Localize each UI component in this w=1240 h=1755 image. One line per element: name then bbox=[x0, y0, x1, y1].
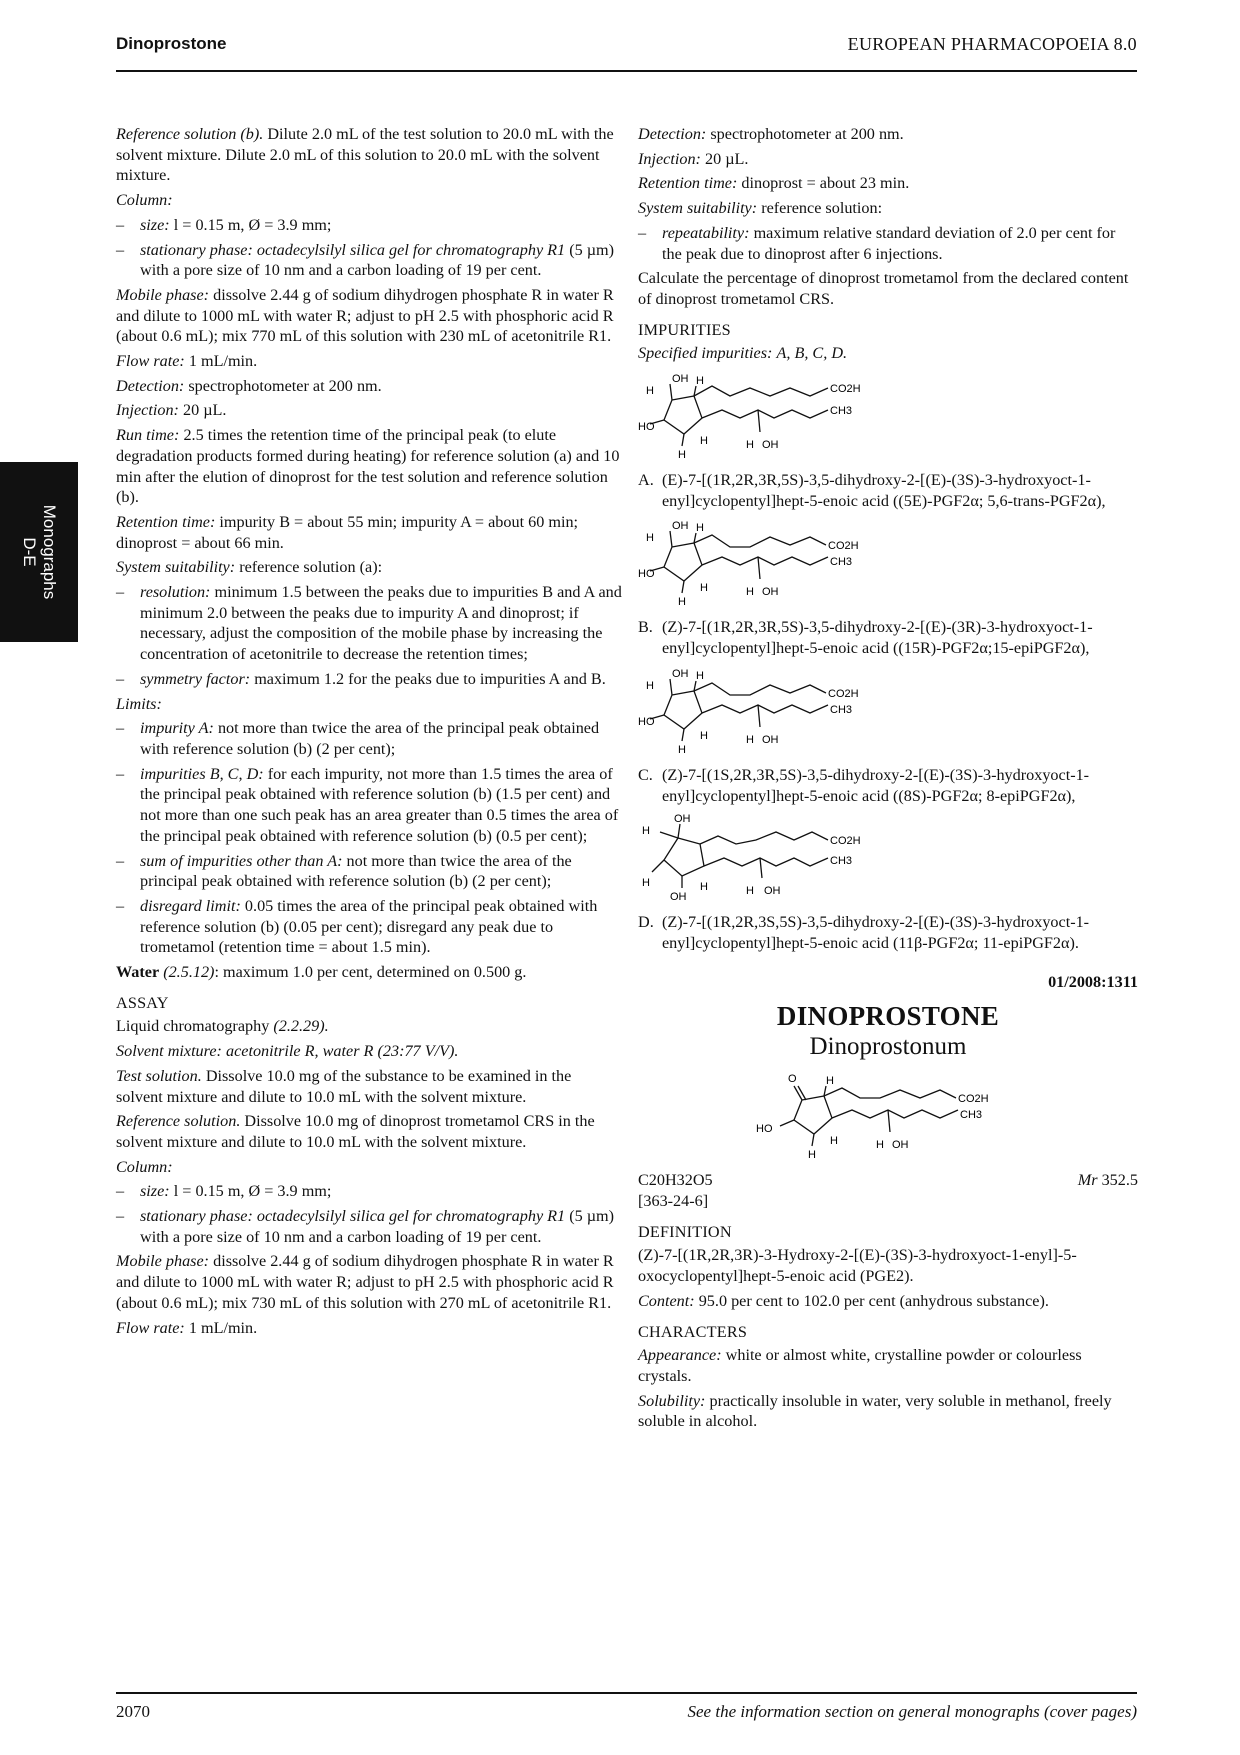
svg-text:CO2H: CO2H bbox=[830, 835, 861, 848]
column2-label: Column: bbox=[116, 1157, 173, 1176]
svg-text:OH: OH bbox=[670, 891, 687, 904]
svg-text:OH: OH bbox=[672, 520, 689, 533]
reference-solution: Reference solution. Dissolve 10.0 mg of dinoprost trometamol CRS in the solvent mixture and dilute to 10.0 mL with the solvent mixture. bbox=[116, 1112, 595, 1151]
resolution: – resolution: minimum 1.5 between the peaks due to impurities B and A and minimum 2.0 between the peaks due to impurity A and dinoprost; if necessary, adjust the composition of the mobile phase by increasing the concentration of acetonitrile to decrease the retention times; bbox=[116, 582, 622, 665]
svg-text:OH: OH bbox=[672, 373, 689, 386]
svg-text:OH: OH bbox=[764, 885, 781, 898]
liquid-chromatography: Liquid chromatography (2.2.29). bbox=[116, 1017, 329, 1036]
svg-text:OH: OH bbox=[762, 586, 779, 599]
symmetry-factor: – symmetry factor: maximum 1.2 for the peaks due to impurities A and B. bbox=[116, 669, 622, 690]
structure-impurity-c bbox=[638, 663, 898, 763]
structure-impurity-a bbox=[638, 368, 898, 468]
svg-text:OH: OH bbox=[892, 1138, 909, 1151]
calculation: Calculate the percentage of dinoprost trometamol from the declared content of dinoprost trometamol CRS. bbox=[638, 269, 1129, 308]
svg-text:H: H bbox=[700, 582, 708, 595]
molecular-formula: C20H32O5 bbox=[638, 1170, 713, 1189]
mobile-phase: Mobile phase: dissolve 2.44 g of sodium dihydrogen phosphate R in water R and dilute to 1000 mL with water R; adjust to pH 2.5 with phosphoric acid R (about 0.6 mL); mix 770 mL of this solution with 230 mL of acetonitrile R1. bbox=[116, 285, 614, 346]
monograph-code: 01/2008:1311 bbox=[1048, 972, 1138, 991]
svg-text:H: H bbox=[696, 522, 704, 535]
svg-text:H: H bbox=[696, 375, 704, 388]
svg-text:H: H bbox=[646, 385, 654, 398]
left-column bbox=[116, 124, 622, 1342]
page-footer bbox=[116, 1692, 1137, 1734]
system-suitability-2: System suitability: reference solution: bbox=[638, 199, 883, 218]
svg-text:HO: HO bbox=[638, 568, 655, 581]
right-column bbox=[638, 124, 1138, 1436]
retention-time: Retention time: impurity B = about 55 min; impurity A = about 60 min; dinoprost = about 66 min. bbox=[116, 512, 579, 552]
specified-impurities: Specified impurities: A, B, C, D. bbox=[638, 344, 848, 363]
structure-impurity-d bbox=[638, 810, 898, 910]
limit-disregard: – disregard limit: 0.05 times the area of the principal peak obtained with reference solution (b) (0.05 per cent); disregard any peak due to trometamol (retention time = about 1.5 min). bbox=[116, 896, 622, 958]
flow-rate-2: Flow rate: 1 mL/min. bbox=[116, 1318, 258, 1337]
column-size: – size: l = 0.15 m, Ø = 3.9 mm; bbox=[116, 215, 622, 236]
test-solution: Test solution. Dissolve 10.0 mg of the substance to be examined in the solvent mixture and dilute to 10.0 mL with the solvent mixture. bbox=[116, 1066, 572, 1106]
svg-text:H: H bbox=[696, 669, 704, 682]
svg-text:OH: OH bbox=[672, 667, 689, 680]
water-test: Water (2.5.12): maximum 1.0 per cent, determined on 0.500 g. bbox=[116, 963, 527, 982]
svg-text:H: H bbox=[876, 1138, 884, 1151]
injection: Injection: 20 µL. bbox=[116, 401, 227, 420]
column2-size: – size: l = 0.15 m, Ø = 3.9 mm; bbox=[116, 1181, 622, 1202]
svg-text:OH: OH bbox=[674, 813, 691, 826]
structure-dinoprostone bbox=[638, 1066, 1138, 1170]
svg-text:H: H bbox=[830, 1134, 838, 1147]
header-publication: EUROPEAN PHARMACOPOEIA 8.0 bbox=[847, 34, 1137, 54]
mobile-phase-2: Mobile phase: dissolve 2.44 g of sodium dihydrogen phosphate R in water R and dilute to 1000 mL with water R; adjust to pH 2.5 with phosphoric acid R (about 0.6 mL); mix 730 mL of this solution with 270 mL of acetonitrile R1. bbox=[116, 1252, 614, 1312]
monograph-latin-name: Dinoprostonum bbox=[809, 1033, 967, 1061]
impurity-b: B. (Z)-7-[(1R,2R,3R,5S)-3,5-dihydroxy-2-[(E)-(3R)-3-hydroxyoct-1-enyl]cyclopentyl]hept-5-enoic acid ((15R)-PGF2α;15-epiPGF2α), bbox=[638, 618, 1093, 658]
limit-impurity-a: – impurity A: not more than twice the area of the principal peak obtained with reference solution (b) (2 per cent); bbox=[116, 718, 622, 759]
formula-row bbox=[638, 1170, 1138, 1212]
svg-text:H: H bbox=[678, 743, 686, 756]
limits-label: Limits: bbox=[116, 694, 162, 713]
column-label: Column: bbox=[116, 191, 173, 210]
impurities-heading: IMPURITIES bbox=[638, 320, 731, 339]
repeatability: – repeatability: maximum relative standard deviation of 2.0 per cent for the peak due to dinoprost after 6 injections. bbox=[638, 223, 1138, 264]
svg-text:H: H bbox=[746, 586, 754, 599]
system-suitability: System suitability: reference solution (a): bbox=[116, 558, 383, 577]
side-tab bbox=[0, 462, 78, 642]
definition-text: (Z)-7-[(1R,2R,3R)-3-Hydroxy-2-[(E)-(3S)-3-hydroxyoct-1-enyl]-5-oxocyclopentyl]hept-5-enoic acid (PGE2). bbox=[638, 1246, 1077, 1286]
side-tab-line1: Monographs bbox=[40, 504, 59, 600]
svg-text:H: H bbox=[642, 877, 650, 890]
svg-text:OH: OH bbox=[762, 733, 779, 746]
svg-text:CH3: CH3 bbox=[960, 1108, 983, 1121]
svg-text:H: H bbox=[808, 1148, 816, 1161]
svg-text:CH3: CH3 bbox=[830, 855, 853, 868]
definition-heading: DEFINITION bbox=[638, 1222, 732, 1241]
limit-impurities-bcd: – impurities B, C, D: for each impurity, not more than 1.5 times the area of the principal peak obtained with reference solution (b) (1.5 per cent) and not more than one such peak has an area greater than 0.5 times the area of the principal peak obtained with reference solution (b) (0.5 per cent); bbox=[116, 764, 622, 847]
ref-solution-b: Reference solution (b). Dilute 2.0 mL of the test solution to 20.0 mL with the solvent mixture. Dilute 2.0 mL of this solution to 20.0 mL with the solvent mixture. bbox=[116, 125, 614, 185]
svg-text:HO: HO bbox=[638, 715, 655, 728]
limit-sum: – sum of impurities other than A: not more than twice the area of the principal peak obtained with reference solution (b) (2 per cent); bbox=[116, 851, 622, 892]
svg-text:H: H bbox=[678, 596, 686, 609]
svg-text:H: H bbox=[826, 1074, 834, 1087]
page-header bbox=[116, 30, 1137, 72]
svg-text:H: H bbox=[642, 825, 650, 838]
svg-text:H: H bbox=[746, 439, 754, 452]
svg-text:H: H bbox=[646, 532, 654, 545]
column-stationary-phase: – stationary phase: octadecylsilyl silica gel for chromatography R1 (5 µm) with a pore size of 10 nm and a carbon loading of 19 per cent. bbox=[116, 240, 622, 281]
svg-text:CH3: CH3 bbox=[830, 556, 853, 569]
svg-text:HO: HO bbox=[638, 421, 655, 434]
side-tab-line2: D-E bbox=[20, 537, 39, 567]
monograph-title: DINOPROSTONE bbox=[776, 1001, 1000, 1032]
svg-text:H: H bbox=[646, 679, 654, 692]
cas-number: [363-24-6] bbox=[638, 1191, 709, 1210]
content: Content: 95.0 per cent to 102.0 per cent (anhydrous substance). bbox=[638, 1291, 1049, 1310]
svg-text:HO: HO bbox=[756, 1122, 773, 1135]
svg-text:OH: OH bbox=[762, 439, 779, 452]
svg-text:CO2H: CO2H bbox=[828, 687, 859, 700]
characters-heading: CHARACTERS bbox=[638, 1322, 748, 1341]
svg-text:CO2H: CO2H bbox=[828, 540, 859, 553]
impurity-c: C. (Z)-7-[(1S,2R,3R,5S)-3,5-dihydroxy-2-[(E)-(3S)-3-hydroxyoct-1-enyl]cyclopentyl]hept-5-enoic acid ((8S)-PGF2α; 8-epiPGF2α), bbox=[638, 765, 1090, 805]
column2-stationary-phase: – stationary phase: octadecylsilyl silica gel for chromatography R1 (5 µm) with a pore size of 10 nm and a carbon loading of 19 per cent. bbox=[116, 1206, 622, 1247]
svg-text:CH3: CH3 bbox=[830, 405, 853, 418]
assay-heading: ASSAY bbox=[116, 993, 169, 1012]
svg-text:H: H bbox=[678, 449, 686, 462]
footer-note: See the information section on general monographs (cover pages) bbox=[687, 1702, 1137, 1721]
page-number: 2070 bbox=[116, 1702, 150, 1721]
svg-text:H: H bbox=[700, 881, 708, 894]
injection-2: Injection: 20 µL. bbox=[638, 149, 749, 168]
impurity-a: A. (E)-7-[(1R,2R,3R,5S)-3,5-dihydroxy-2-[(E)-(3S)-3-hydroxyoct-1-enyl]cyclopentyl]hept-5-enoic acid ((5E)-PGF2α; 5,6-trans-PGF2α), bbox=[638, 471, 1106, 510]
flow-rate: Flow rate: 1 mL/min. bbox=[116, 352, 258, 371]
solvent-mixture: Solvent mixture: acetonitrile R, water R (23:77 V/V). bbox=[116, 1042, 459, 1061]
svg-text:H: H bbox=[746, 733, 754, 746]
detection: Detection: spectrophotometer at 200 nm. bbox=[116, 376, 382, 395]
svg-text:H: H bbox=[700, 435, 708, 448]
retention-time-2: Retention time: dinoprost = about 23 min. bbox=[638, 174, 910, 193]
header-monograph-name: Dinoprostone bbox=[116, 34, 227, 53]
svg-text:H: H bbox=[700, 729, 708, 742]
detection-2: Detection: spectrophotometer at 200 nm. bbox=[638, 125, 904, 143]
svg-text:CH3: CH3 bbox=[830, 703, 853, 716]
impurity-d: D. (Z)-7-[(1R,2R,3S,5S)-3,5-dihydroxy-2-[(E)-(3S)-3-hydroxyoct-1-enyl]cyclopentyl]hept-5-enoic acid (11β-PGF2α; 11-epiPGF2α). bbox=[638, 913, 1090, 952]
svg-text:H: H bbox=[746, 885, 754, 898]
solubility: Solubility: practically insoluble in water, very soluble in methanol, freely soluble in alcohol. bbox=[638, 1391, 1112, 1431]
svg-text:O: O bbox=[788, 1072, 797, 1085]
svg-text:CO2H: CO2H bbox=[830, 383, 861, 396]
svg-text:CO2H: CO2H bbox=[958, 1092, 989, 1105]
structure-impurity-b bbox=[638, 515, 898, 615]
molecular-mass: Mr 352.5 bbox=[1077, 1170, 1138, 1189]
appearance: Appearance: white or almost white, crystalline powder or colourless crystals. bbox=[638, 1346, 1082, 1385]
run-time: Run time: 2.5 times the retention time of the principal peak (to elute degradation products formed during heating) for reference solution (a) and 10 min after the elution of dinoprost for the test solution and reference solution (b). bbox=[116, 426, 620, 507]
